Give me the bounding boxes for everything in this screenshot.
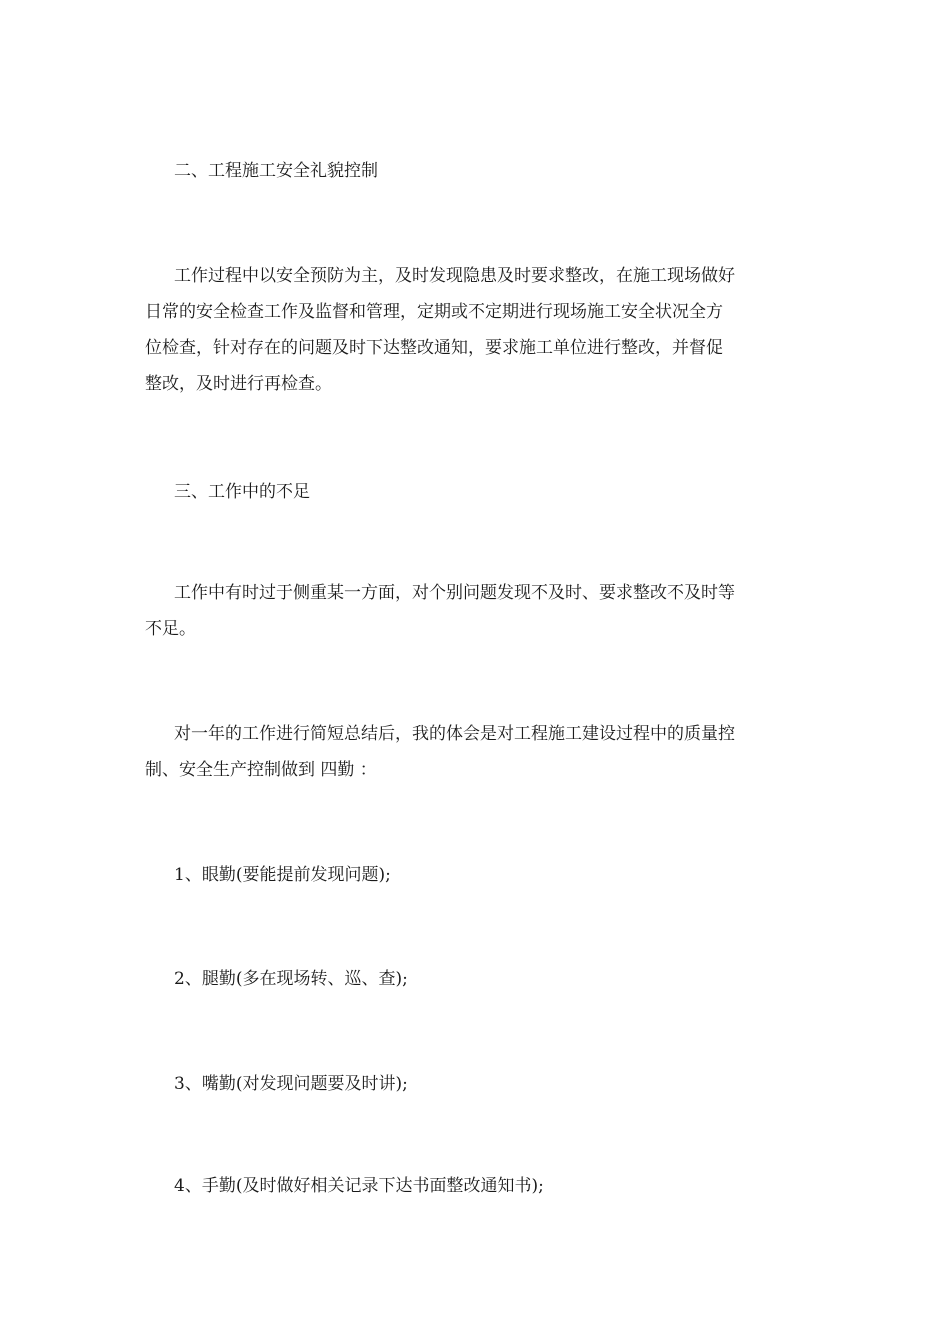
section-heading-safety-control: 二、工程施工安全礼貌控制 xyxy=(174,161,378,181)
list-item: 3、嘴勤(对发现问题要及时讲); xyxy=(174,1074,408,1094)
section-heading-shortcomings: 三、工作中的不足 xyxy=(174,482,310,502)
list-item: 2、腿勤(多在现场转、巡、查); xyxy=(174,969,408,989)
paragraph-shortcomings: 工作中有时过于侧重某一方面，对个别问题发现不及时、要求整改不及时等 不足。 xyxy=(145,583,735,639)
list-item: 4、手勤(及时做好相关记录下达书面整改通知书); xyxy=(174,1176,544,1196)
list-item: 1、眼勤(要能提前发现问题); xyxy=(174,865,391,885)
paragraph-safety-inspection: 工作过程中以安全预防为主，及时发现隐患及时要求整改，在施工现场做好 日常的安全检查工作及监督和管理，定期或不定期进行现场施工安全状况全方 位检查，针对存在的问题及时下达整改通知，要求施工单位进行整改，并督促 整改，及时进行再检查。 xyxy=(145,266,735,394)
paragraph-summary: 对一年的工作进行简短总结后，我的体会是对工程施工建设过程中的质量控 制、安全生产控制做到 四勤 ： xyxy=(145,724,735,780)
